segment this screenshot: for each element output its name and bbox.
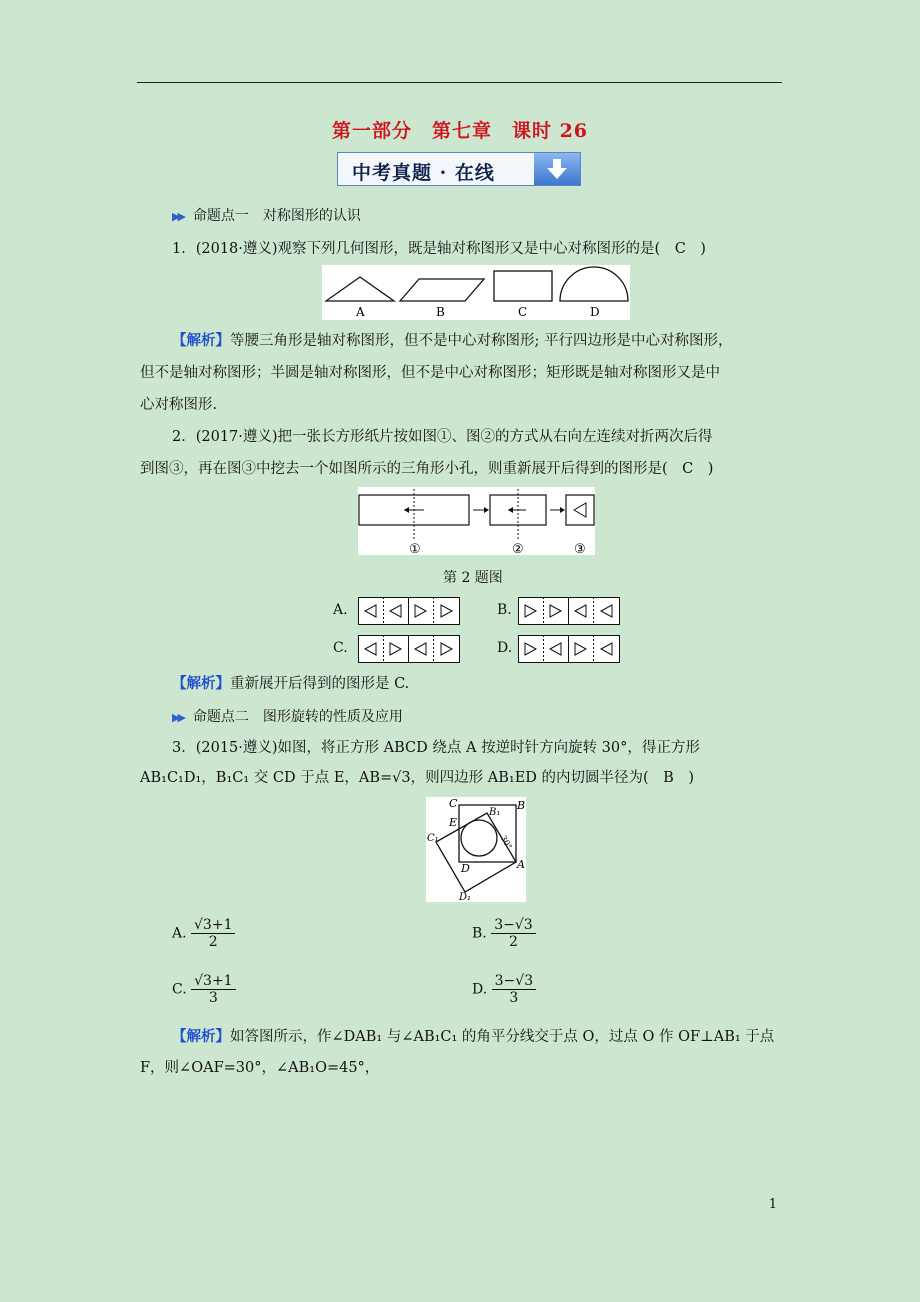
q2-stem-line2: 到图③，再在图③中挖去一个如图所示的三角形小孔，则重新展开后得到的图形是( C )	[140, 461, 714, 477]
q2-option-a-strip	[358, 597, 460, 625]
point-d1: D₁	[459, 892, 472, 902]
option-fraction: $\frac{√3+1}{3}$	[191, 973, 235, 1006]
section-banner	[337, 152, 581, 186]
option-letter: D.	[472, 981, 488, 998]
section-heading-2	[172, 706, 403, 726]
point-a: A	[517, 858, 525, 871]
q1-figure	[322, 265, 630, 320]
fig-label-1: ①	[409, 542, 421, 555]
option-letter: B.	[472, 925, 487, 942]
option-fraction: $\frac{3-√3}{2}$	[491, 917, 535, 950]
section-heading-text: 命题点二 图形旋转的性质及应用	[192, 709, 403, 725]
q2-analysis	[172, 673, 409, 695]
fig-label-3: ③	[574, 542, 586, 555]
analysis-tag: 【解析】	[172, 1028, 230, 1045]
analysis-tag: 【解析】	[172, 675, 230, 692]
option-fraction: $\frac{3-√3}{3}$	[492, 973, 536, 1006]
analysis-text: 等腰三角形是轴对称图形，但不是中心对称图形; 平行四边形是中心对称图形，	[230, 333, 733, 349]
q2-option-c-label: C.	[333, 640, 348, 656]
q3-option-d	[472, 973, 536, 1006]
q3-option-b	[472, 917, 536, 950]
option-fraction: $\frac{√3+1}{2}$	[191, 917, 235, 950]
section-heading-text: 命题点一 对称图形的认识	[192, 208, 361, 224]
q3-option-a	[172, 917, 235, 950]
q2-figure-caption: 第 2 题图	[443, 570, 503, 586]
q2-option-a-label: A.	[333, 602, 348, 618]
q2-stem-line1: 2．(2017·遵义)把一张长方形纸片按如图①、图②的方式从右向左连续对折两次后得	[172, 429, 713, 445]
angle-30: 30°	[498, 834, 514, 851]
label-a: A	[356, 305, 365, 319]
fig-label-2: ②	[512, 542, 524, 555]
down-arrow-button[interactable]	[534, 153, 580, 185]
label-d: D	[590, 305, 600, 319]
point-c: C	[449, 797, 458, 810]
double-triangle-icon: ▶▶	[172, 711, 183, 724]
analysis-text: 如答图所示，作∠DAB₁ 与∠AB₁C₁ 的角平分线交于点 O，过点 O 作 OF⊥AB₁ 于点	[230, 1029, 775, 1045]
point-d: D	[461, 862, 470, 875]
q3-analysis-line1	[172, 1026, 774, 1048]
q1-analysis-line2: 但不是轴对称图形；半圆是轴对称图形，但不是中心对称图形；矩形既是轴对称图形又是中	[140, 365, 720, 381]
page-title: 第一部分 第七章 课时 26	[331, 120, 589, 142]
double-triangle-icon: ▶▶	[172, 210, 183, 223]
q1-analysis-line3: 心对称图形.	[140, 397, 218, 413]
header-rule	[137, 82, 782, 83]
analysis-tag: 【解析】	[172, 332, 230, 349]
q1-stem: 1．(2018·遵义)观察下列几何图形，既是轴对称图形又是中心对称图形的是( C )	[172, 241, 706, 257]
banner-text: 中考真题 · 在线	[352, 162, 495, 184]
page-number: 1	[768, 1197, 777, 1212]
q3-option-c	[172, 973, 236, 1006]
q1-analysis-line1	[172, 330, 733, 352]
q2-option-b-strip	[518, 597, 620, 625]
point-c1: C₁	[427, 833, 439, 844]
q3-figure	[426, 797, 526, 902]
q3-analysis-line2: F，则∠OAF=30°，∠AB₁O=45°，	[140, 1060, 380, 1076]
label-b: B	[436, 305, 445, 319]
option-letter: A.	[172, 925, 187, 942]
q2-option-c-strip	[358, 635, 460, 663]
arrow-down-icon	[534, 153, 580, 185]
point-b: B	[517, 799, 526, 812]
point-e: E	[449, 816, 458, 829]
q2-option-d-strip	[518, 635, 620, 663]
q2-option-b-label: B.	[497, 602, 512, 618]
q3-stem-line1: 3．(2015·遵义)如图，将正方形 ABCD 绕点 A 按逆时针方向旋转 30°，得正方形	[172, 740, 700, 756]
q2-option-d-label: D.	[497, 640, 513, 656]
option-letter: C.	[172, 981, 187, 998]
section-heading-1	[172, 205, 361, 225]
analysis-text: 重新展开后得到的图形是 C.	[230, 676, 410, 692]
q2-figure	[358, 487, 595, 555]
q3-stem-line2: AB₁C₁D₁，B₁C₁ 交 CD 于点 E，AB=√3，则四边形 AB₁ED 的内切圆半径为( B )	[140, 770, 694, 786]
point-b1: B₁	[489, 807, 501, 818]
label-c: C	[518, 305, 528, 319]
